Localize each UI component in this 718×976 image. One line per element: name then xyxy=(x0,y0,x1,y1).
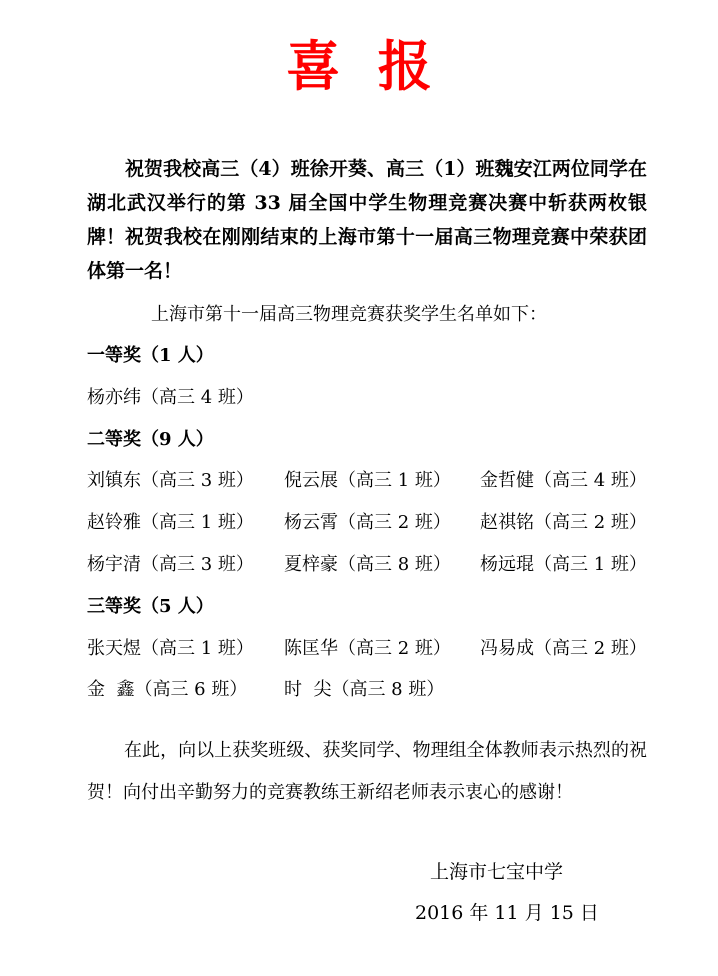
winner-entry: 赵铃雅（高三 1 班） xyxy=(87,512,254,533)
winners-list-heading: 上海市第十一届高三物理竞赛获奖学生名单如下： xyxy=(151,304,547,325)
winner-entry: 夏梓豪（高三 8 班） xyxy=(284,554,451,575)
winner-entry: 冯易成（高三 2 班） xyxy=(480,638,647,659)
winner-entry: 时 尖（高三 8 班） xyxy=(284,679,445,700)
winner-entry: 赵祺铭（高三 2 班） xyxy=(480,512,647,533)
congratulation-paragraph-team: 祝贺我校在刚刚结束的上海市第十一届高三物理竞赛中荣获团体第一名！ xyxy=(87,226,647,282)
congratulation-paragraph-national: 祝贺我校高三（4）班徐开葵、高三（1）班魏安江两位同学在湖北武汉举行的第 33 届全国中学生物理竞赛决赛中斩获两枚银牌！ xyxy=(87,158,647,248)
winner-entry: 陈匡华（高三 2 班） xyxy=(284,638,451,659)
winner-entry: 倪云展（高三 1 班） xyxy=(284,470,451,491)
closing-paragraph: 在此，向以上获奖班级、获奖同学、物理组全体教师表示热烈的祝贺！向付出辛勤努力的竞赛教练王新绍老师表示衷心的感谢！ xyxy=(87,740,647,803)
winner-entry: 杨亦纬（高三 4 班） xyxy=(87,387,254,408)
second-prize-heading: 二等奖（9 人） xyxy=(87,429,214,450)
winner-entry: 金 鑫（高三 6 班） xyxy=(87,679,248,700)
winner-entry: 杨远琨（高三 1 班） xyxy=(480,554,647,575)
page-title: 喜 报 xyxy=(286,34,432,98)
school-signature: 上海市七宝中学 xyxy=(430,861,564,883)
winner-entry: 刘镇东（高三 3 班） xyxy=(87,470,254,491)
winner-entry: 杨宇清（高三 3 班） xyxy=(87,554,254,575)
winner-entry: 张天煜（高三 1 班） xyxy=(87,638,254,659)
first-prize-heading: 一等奖（1 人） xyxy=(87,345,214,366)
third-prize-heading: 三等奖（5 人） xyxy=(87,596,214,617)
issue-date: 2016 年 11 月 15 日 xyxy=(415,902,599,924)
winner-entry: 杨云霄（高三 2 班） xyxy=(284,512,451,533)
winner-entry: 金哲健（高三 4 班） xyxy=(480,470,647,491)
